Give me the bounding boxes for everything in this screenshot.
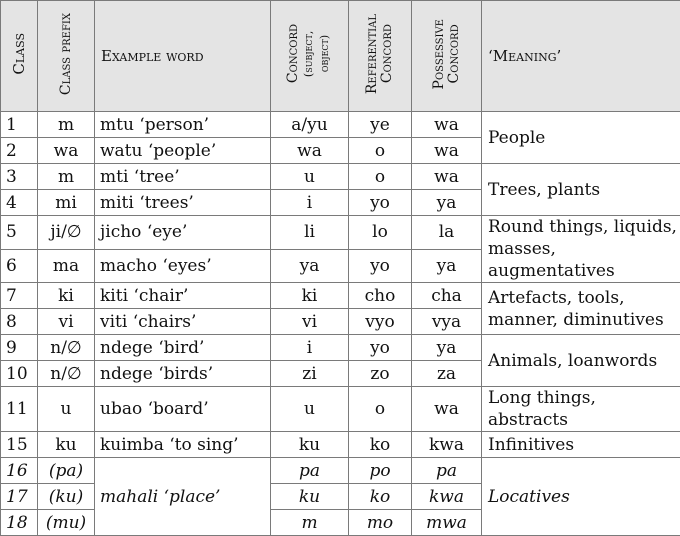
- concord: i: [271, 335, 349, 361]
- referential-concord: o: [349, 387, 412, 432]
- referential-concord: ko: [349, 484, 412, 510]
- example-word: mtu ‘person’: [95, 112, 271, 138]
- concord: vi: [271, 309, 349, 335]
- class-number: 1: [1, 112, 38, 138]
- header-referential-concord: Referential Concord: [349, 1, 412, 112]
- referential-concord: yo: [349, 249, 412, 283]
- class-number: 16: [1, 458, 38, 484]
- table-row: [1, 283, 680, 309]
- class-number: 2: [1, 138, 38, 164]
- header-row: [1, 1, 680, 112]
- meaning-trees: Trees, plants: [482, 164, 680, 216]
- example-word: watu ‘people’: [95, 138, 271, 164]
- concord: ku: [271, 432, 349, 458]
- example-word: macho ‘eyes’: [95, 249, 271, 283]
- concord: zi: [271, 361, 349, 387]
- referential-concord: lo: [349, 216, 412, 250]
- concord: ki: [271, 283, 349, 309]
- header-class-prefix: Class prefix: [38, 1, 95, 112]
- header-example-word: Example word: [95, 1, 271, 112]
- concord: u: [271, 164, 349, 190]
- example-word: ubao ‘board’: [95, 387, 271, 432]
- meaning-round-things: Round things, liquids, masses, augmentatives: [482, 216, 680, 283]
- class-prefix: ku: [38, 432, 95, 458]
- concord: i: [271, 190, 349, 216]
- referential-concord: o: [349, 138, 412, 164]
- class-number: 15: [1, 432, 38, 458]
- header-class: Class: [1, 1, 38, 112]
- possessive-concord: mwa: [412, 510, 482, 536]
- possessive-concord: wa: [412, 138, 482, 164]
- referential-concord: o: [349, 164, 412, 190]
- example-word: miti ‘trees’: [95, 190, 271, 216]
- class-prefix: m: [38, 164, 95, 190]
- meaning-infinitives: Infinitives: [482, 432, 680, 458]
- possessive-concord: ya: [412, 249, 482, 283]
- class-prefix: ki: [38, 283, 95, 309]
- class-number: 18: [1, 510, 38, 536]
- meaning-long-things: Long things, abstracts: [482, 387, 680, 432]
- possessive-concord: za: [412, 361, 482, 387]
- class-number: 4: [1, 190, 38, 216]
- possessive-concord: ya: [412, 190, 482, 216]
- class-prefix: n/∅: [38, 335, 95, 361]
- possessive-concord: pa: [412, 458, 482, 484]
- class-prefix: (pa): [38, 458, 95, 484]
- table-row: [1, 458, 680, 484]
- possessive-concord: kwa: [412, 432, 482, 458]
- possessive-concord: wa: [412, 112, 482, 138]
- class-prefix: vi: [38, 309, 95, 335]
- referential-concord: vyo: [349, 309, 412, 335]
- concord: pa: [271, 458, 349, 484]
- class-number: 3: [1, 164, 38, 190]
- header-meaning: ‘Meaning’: [482, 1, 680, 112]
- example-word: mti ‘tree’: [95, 164, 271, 190]
- possessive-concord: vya: [412, 309, 482, 335]
- class-prefix: m: [38, 112, 95, 138]
- table-row: [1, 112, 680, 138]
- class-prefix: (mu): [38, 510, 95, 536]
- concord: m: [271, 510, 349, 536]
- concord: u: [271, 387, 349, 432]
- concord: wa: [271, 138, 349, 164]
- class-prefix: (ku): [38, 484, 95, 510]
- concord: ku: [271, 484, 349, 510]
- referential-concord: ko: [349, 432, 412, 458]
- header-concord: Concord (subject, object): [271, 1, 349, 112]
- possessive-concord: ya: [412, 335, 482, 361]
- header-possessive-concord: Possessive Concord: [412, 1, 482, 112]
- class-number: 6: [1, 249, 38, 283]
- table-row: [1, 164, 680, 190]
- concord: a/yu: [271, 112, 349, 138]
- class-number: 8: [1, 309, 38, 335]
- meaning-artefacts: Artefacts, tools, manner, diminutives: [482, 283, 680, 335]
- meaning-locatives: Locatives: [482, 458, 680, 536]
- class-number: 11: [1, 387, 38, 432]
- possessive-concord: wa: [412, 164, 482, 190]
- example-word: ndege ‘birds’: [95, 361, 271, 387]
- referential-concord: ye: [349, 112, 412, 138]
- example-word: jicho ‘eye’: [95, 216, 271, 250]
- concord: li: [271, 216, 349, 250]
- class-number: 5: [1, 216, 38, 250]
- class-number: 9: [1, 335, 38, 361]
- possessive-concord: la: [412, 216, 482, 250]
- concord: ya: [271, 249, 349, 283]
- example-word: mahali ‘place’: [95, 458, 271, 536]
- meaning-people: People: [482, 112, 680, 164]
- class-prefix: wa: [38, 138, 95, 164]
- class-prefix: ma: [38, 249, 95, 283]
- class-prefix: u: [38, 387, 95, 432]
- possessive-concord: cha: [412, 283, 482, 309]
- class-prefix: n/∅: [38, 361, 95, 387]
- example-word: viti ‘chairs’: [95, 309, 271, 335]
- referential-concord: yo: [349, 190, 412, 216]
- table-row: [1, 335, 680, 361]
- example-word: kiti ‘chair’: [95, 283, 271, 309]
- referential-concord: cho: [349, 283, 412, 309]
- possessive-concord: kwa: [412, 484, 482, 510]
- class-prefix: mi: [38, 190, 95, 216]
- class-number: 10: [1, 361, 38, 387]
- table-row: [1, 216, 680, 250]
- possessive-concord: wa: [412, 387, 482, 432]
- table-row: [1, 432, 680, 458]
- class-number: 7: [1, 283, 38, 309]
- example-word: ndege ‘bird’: [95, 335, 271, 361]
- class-number: 17: [1, 484, 38, 510]
- table-row: [1, 387, 680, 432]
- referential-concord: zo: [349, 361, 412, 387]
- referential-concord: mo: [349, 510, 412, 536]
- class-prefix: ji/∅: [38, 216, 95, 250]
- referential-concord: po: [349, 458, 412, 484]
- meaning-animals: Animals, loanwords: [482, 335, 680, 387]
- example-word: kuimba ‘to sing’: [95, 432, 271, 458]
- referential-concord: yo: [349, 335, 412, 361]
